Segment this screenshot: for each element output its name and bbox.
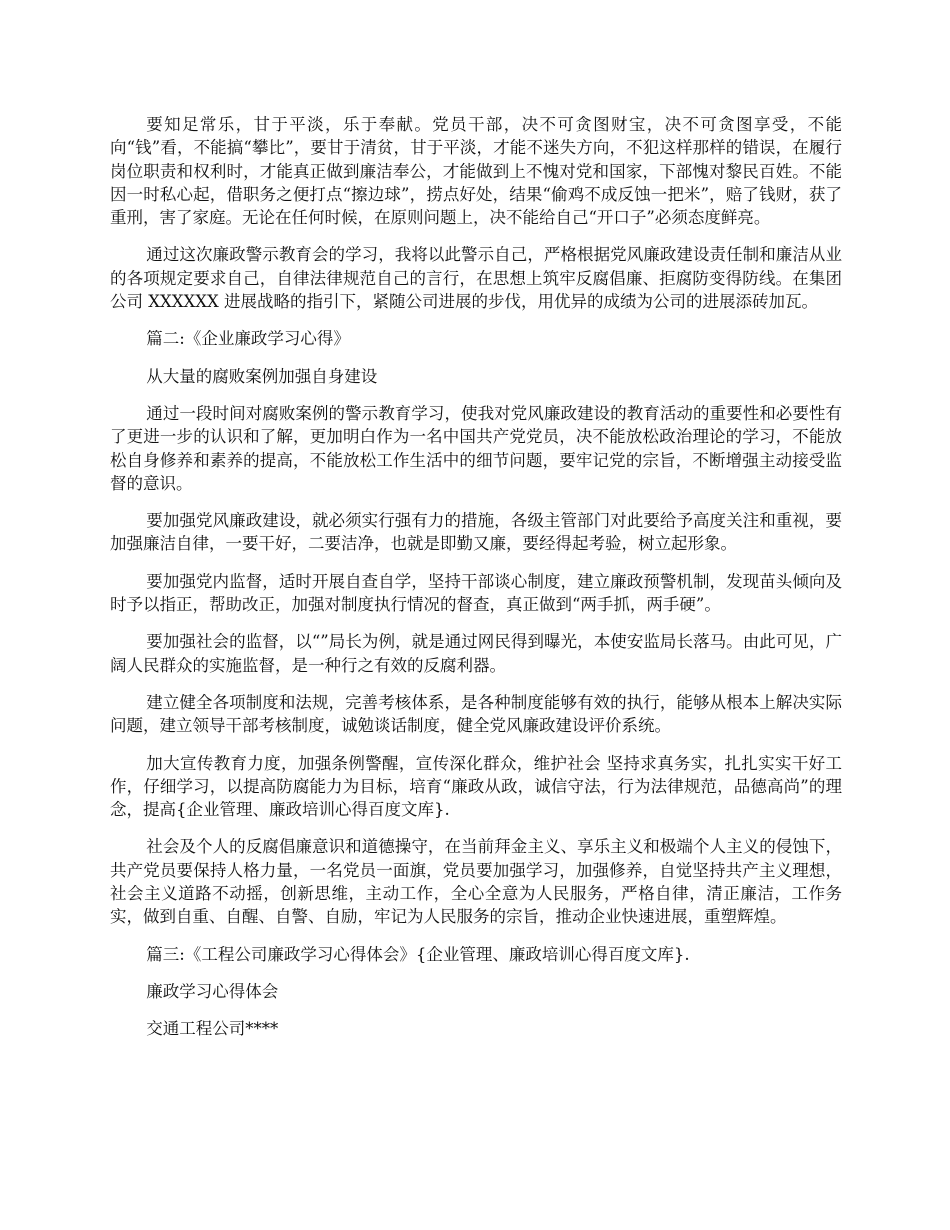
section-heading-part-two: 篇二:《企业廉政学习心得》: [146, 329, 350, 349]
paragraph-systems-regulations: 建立健全各项制度和法规，完善考核体系，是各种制度能够有效的执行，能够从根本上解决实际问题，建立领导干部考核制度，诚勉谈话制度，健全党风廉政建设评价系统。: [110, 692, 842, 736]
paragraph-strong-measures: 要加强党风廉政建设，就必须实行强有力的措施，各级主管部门对此要给予高度关注和重视，要加强廉洁自律，一要干好，二要洁净，也就是即勤又廉，要经得起考验，树立起形象。: [110, 511, 842, 554]
paragraph-party-supervision: 要加强党内监督，适时开展自查自学，坚持干部谈心制度，建立廉政预警机制，发现苗头倾向及时予以指正，帮助改正，加强对制度执行情况的督查，真正做到“两手抓，两手硬”。: [110, 571, 842, 615]
paragraph-contentment: 要知足常乐，甘于平淡，乐于奉献。党员干部，决不可贪图财宝，决不可贪图享受，不能向“钱”看，不能搞“攀比”，要甘于清贫，甘于平淡，才能不迷失方向，不犯这样那样的错误，在履行岗位职责和权利时，才能真正做到廉洁奉公，才能做到上不愧对党和国家，下部愧对黎民百姓。不能因一时私心起，借职务之便打点“擦边球”，捞点好处，结果“偷鸡不成反蚀一把米”，赔了钱财，获了重刑，害了家庭。无论在任何时候，在原则问题上，决不能给自己“开口子”必须态度鲜亮。: [110, 115, 842, 228]
section-subtitle-cases: 从大量的腐败案例加强自身建设: [146, 366, 378, 386]
section-heading-part-three: 篇三:《工程公司廉政学习心得体会》{企业管理、廉政培训心得百度文库}.: [146, 944, 690, 964]
paragraph-social-supervision: 要加强社会的监督，以“”局长为例，就是通过网民得到曝光，本使安监局长落马。由此可见，广阔人民群众的实施监督，是一种行之有效的反腐利器。: [110, 632, 842, 675]
paragraph-publicity-education: 加大宣传教育力度，加强条例警醒，宣传深化群众，维护社会 坚持求真务实，扎扎实实干好工作，仔细学习，以提高防腐能力为目标，培育“廉政从政，诚信守法，行为法律规范，品德高尚”的理念，提高{企业管理、廉政培训心得百度文库}.: [110, 753, 842, 820]
paragraph-case-study: 通过一段时间对腐败案例的警示教育学习，使我对党风廉政建设的教育活动的重要性和必要性有了更进一步的认识和了解，更加明白作为一名中国共产党党员，决不能放松政治理论的学习，不能放松自身修养和素养的提高，不能放松工作生活中的细节问题，要牢记党的宗旨，不断增强主动接受监督的意识。: [110, 403, 842, 493]
document-body: [110, 113, 842, 1055]
paragraph-warning-education: 通过这次廉政警示教育会的学习，我将以此警示自己，严格根据党风廉政建设责任制和廉洁从业的各项规定要求自己，自律法律规范自己的言行，在思想上筑牢反腐倡廉、拒腐防变得防线。在集团公司 XXXXXX 进展战略的指引下，紧随公司进展的步伐，用优异的成绩为公司的进展添砖加瓦。: [110, 245, 842, 312]
paragraph-anti-corruption-awareness: 社会及个人的反腐倡廉意识和道德操守，在当前拜金主义、享乐主义和极端个人主义的侵蚀下，共产党员要保持人格力量，一名党员一面旗，党员要加强学习，加强修养，自觉坚持共产主义理想，社会主义道路不动摇，创新思维，主动工作，全心全意为人民服务，严格自律，清正廉洁，工作务实，做到自重、自醒、自警、自励，牢记为人民服务的宗旨，推动企业快速进展，重塑辉煌。: [110, 837, 842, 927]
section-subtitle-experience: 廉政学习心得体会: [146, 981, 279, 1001]
author-company: 交通工程公司****: [146, 1019, 279, 1039]
